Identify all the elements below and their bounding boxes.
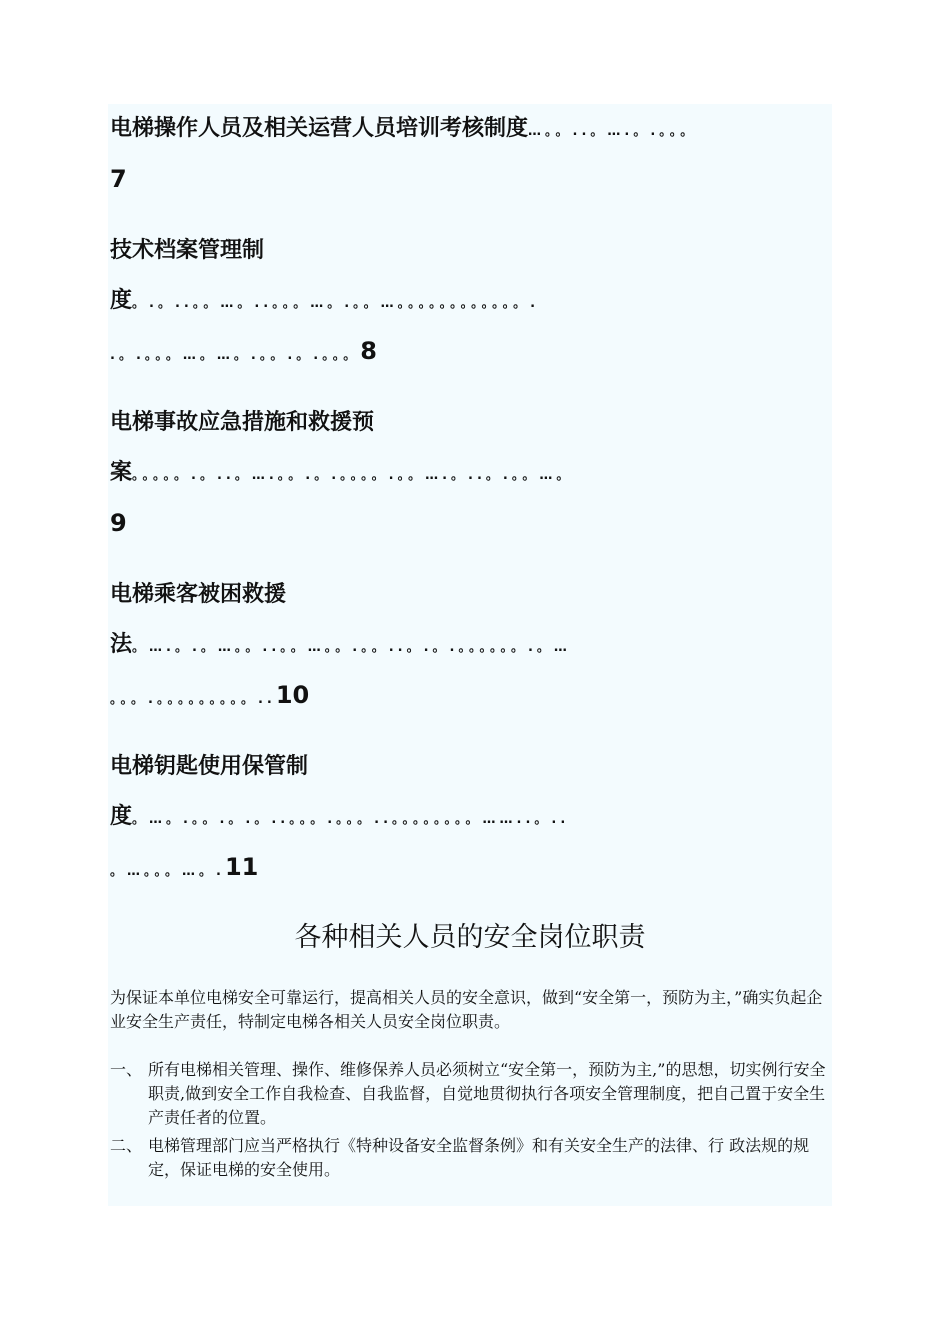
toc-title-cont: 度 xyxy=(110,804,133,829)
list-marker: 一、 xyxy=(110,1060,143,1079)
toc-entry-rescue-cont2 xyxy=(110,680,309,715)
intro-paragraph: 为保证本单位电梯安全可靠运行，提高相关人员的安全意识，做到“安全第一，预防为主，”确实负起企业安全生产责任，特制定电梯各相关人员安全岗位职责。 xyxy=(110,988,823,1031)
toc-entry-emergency-cont xyxy=(110,458,573,491)
toc-leader-dots: …。。..。….。.。。。 xyxy=(528,124,698,139)
toc-title: 电梯操作人员及相关运营人员培训考核制度 xyxy=(110,116,529,141)
toc-entry-keys-cont2 xyxy=(110,852,258,887)
toc-page-number: 10 xyxy=(275,681,310,709)
toc-entry-archive-cont2 xyxy=(110,336,377,371)
toc-title-cont: 度 xyxy=(110,288,133,313)
toc-entry-archive[interactable] xyxy=(110,236,264,266)
toc-entry-training[interactable] xyxy=(110,114,697,147)
toc-leader-dots: 。。。.。。。。。。。。。.. xyxy=(110,692,276,707)
toc-entry-rescue-cont xyxy=(110,630,571,663)
toc-title-cont: 法 xyxy=(110,632,133,657)
toc-page-number: 9 xyxy=(110,509,127,537)
toc-leader-dots: 。。。。。.。..。….。。.。.。。。。.。。….。..。.。。…。 xyxy=(132,468,574,483)
list-marker: 二、 xyxy=(110,1136,143,1155)
toc-title: 技术档案管理制 xyxy=(110,238,265,263)
toc-title: 电梯钥匙使用保管制 xyxy=(110,754,309,779)
toc-leader-dots: .。.。。。…。…。.。。.。.。。。 xyxy=(110,348,361,363)
toc-page-number: 7 xyxy=(110,165,127,193)
toc-entry-emergency[interactable] xyxy=(110,408,374,438)
toc-title: 电梯乘客被困救援 xyxy=(110,582,287,607)
toc-entry-archive-cont xyxy=(110,286,539,319)
section-heading: 各种相关人员的安全岗位职责 xyxy=(294,922,646,953)
list-item xyxy=(110,1134,830,1182)
toc-leader-dots: 。…。.。。.。.。..。。。.。。。..。。。。。。。。……..。.. xyxy=(132,812,570,827)
toc-page-number: 11 xyxy=(224,853,259,881)
list-item xyxy=(110,1058,830,1130)
list-item-text: 所有电梯相关管理、操作、维修保养人员必须树立“安全第一，预防为主,”的思想，切实例行安全职责,做到安全工作自我检查、自我监督，自觉地贯彻执行各项安全管理制度，把自己置于安全生产责任者的位置。 xyxy=(148,1060,826,1127)
toc-title: 电梯事故应急措施和救援预 xyxy=(110,410,375,435)
toc-entry-keys-cont xyxy=(110,802,569,835)
toc-title-cont: 案 xyxy=(110,460,133,485)
toc-entry-keys[interactable] xyxy=(110,752,308,782)
list-item-text: 电梯管理部门应当严格执行《特种设备安全监督条例》和有关安全生产的法律、行 政法规的规定，保证电梯的安全使用。 xyxy=(148,1136,810,1179)
toc-leader-dots: 。.。..。。…。..。。。…。.。。…。。。。。。。。。。。。. xyxy=(132,296,540,311)
toc-leader-dots: 。…。。。…。. xyxy=(110,864,225,879)
toc-entry-rescue[interactable] xyxy=(110,580,286,610)
toc-page-number: 8 xyxy=(360,337,377,365)
toc-leader-dots: 。….。.。…。。..。。…。。.。。..。.。.。。。。。。.。… xyxy=(132,640,571,655)
